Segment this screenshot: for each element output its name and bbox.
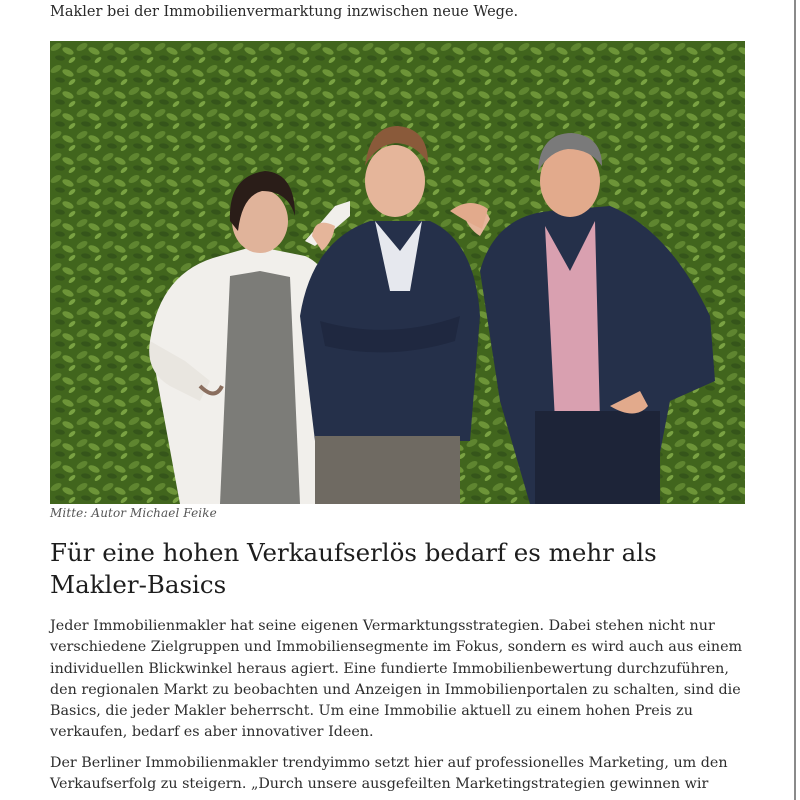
photo-caption: Mitte: Autor Michael Feike [50,506,217,520]
paragraph-line: Basics, die jeder Makler beherrscht. Um eine Immobilie aktuell zu einem hohen Preis zu [50,703,693,720]
paragraph-line: Jeder Immobilienmakler hat seine eigenen Vermarktungsstrategien. Dabei stehen nicht nur [50,618,715,634]
article-photo [50,41,745,504]
paragraph-line: Der Berliner Immobilienmakler trendyimmo setzt hier auf professionelles Marketing, um den [50,755,728,771]
section-heading-line-1: Für eine hohen Verkaufserlös bedarf es mehr als [50,538,657,567]
section-heading [50,537,750,601]
team-photo-illustration [50,41,745,504]
body-paragraph-1 [50,616,750,744]
paragraph-line: verschiedene Zielgruppen und Immobiliensegmente im Fokus, sondern es wird auch aus einem [50,639,743,656]
section-heading-line-2: Makler-Basics [50,570,227,599]
intro-text-line: Makler bei der Immobilienvermarktung inzwischen neue Wege. [50,4,519,20]
paragraph-line: den regionalen Markt zu beobachten und Anzeigen in Immobilienportalen zu schalten, sind die [50,681,741,698]
paragraph-line: individuellen Blickwinkel heraus agiert. Eine fundierte Immobilienbewertung durchzuführen, [50,660,729,677]
body-paragraph-2 [50,753,750,796]
paragraph-line: Verkaufserfolg zu steigern. „Durch unsere ausgefeilten Marketingstrategien gewinnen wir [50,776,709,793]
paragraph-line: verkaufen, bedarf es aber innovativer Ideen. [50,724,374,741]
